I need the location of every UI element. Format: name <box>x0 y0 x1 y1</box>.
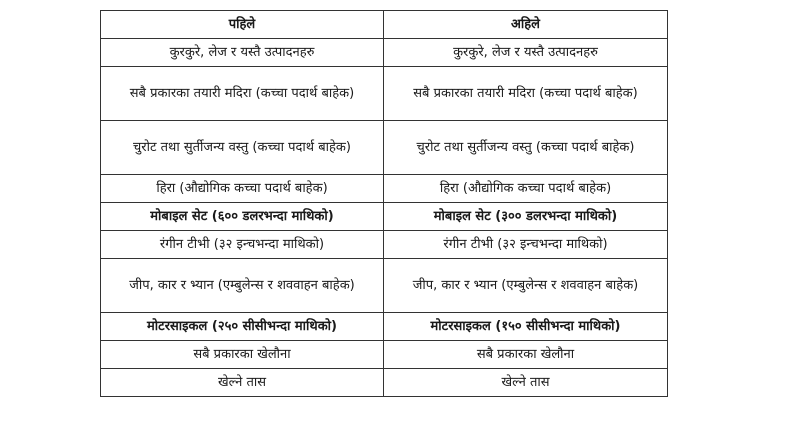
table-row <box>101 39 668 67</box>
table-row <box>101 67 668 121</box>
cell-before: सबै प्रकारका खेलौना <box>101 341 384 369</box>
cell-before: सबै प्रकारका तयारी मदिरा (कच्चा पदार्थ बाहेक) <box>101 67 384 121</box>
cell-after: सबै प्रकारका तयारी मदिरा (कच्चा पदार्थ बाहेक) <box>384 67 668 121</box>
table-row <box>101 341 668 369</box>
cell-before: खेल्ने तास <box>101 369 384 397</box>
table-row <box>101 231 668 259</box>
cell-after: हिरा (औद्योगिक कच्चा पदार्थ बाहेक) <box>384 175 668 203</box>
table-row <box>101 203 668 231</box>
cell-before: चुरोट तथा सुर्तीजन्य वस्तु (कच्चा पदार्थ बाहेक) <box>101 121 384 175</box>
cell-before: कुरकुरे, लेज र यस्तै उत्पादनहरु <box>101 39 384 67</box>
cell-after: सबै प्रकारका खेलौना <box>384 341 668 369</box>
cell-before: जीप, कार र भ्यान (एम्बुलेन्स र शववाहन बाहेक) <box>101 259 384 313</box>
header-row <box>101 11 668 39</box>
cell-after: मोबाइल सेट (३०० डलरभन्दा माथिको) <box>384 203 668 231</box>
table-row <box>101 369 668 397</box>
cell-after: खेल्ने तास <box>384 369 668 397</box>
header-before: पहिले <box>101 11 384 39</box>
cell-after: मोटरसाइकल (१५० सीसीभन्दा माथिको) <box>384 313 668 341</box>
cell-after: कुरकुरे, लेज र यस्तै उत्पादनहरु <box>384 39 668 67</box>
table-row <box>101 121 668 175</box>
comparison-table <box>100 10 668 397</box>
table-row <box>101 175 668 203</box>
cell-before: हिरा (औद्योगिक कच्चा पदार्थ बाहेक) <box>101 175 384 203</box>
table-row <box>101 259 668 313</box>
cell-after: चुरोट तथा सुर्तीजन्य वस्तु (कच्चा पदार्थ बाहेक) <box>384 121 668 175</box>
cell-before: रंगीन टीभी (३२ इन्चभन्दा माथिको) <box>101 231 384 259</box>
cell-before: मोटरसाइकल (२५० सीसीभन्दा माथिको) <box>101 313 384 341</box>
table-row <box>101 313 668 341</box>
cell-after: जीप, कार र भ्यान (एम्बुलेन्स र शववाहन बाहेक) <box>384 259 668 313</box>
cell-before: मोबाइल सेट (६०० डलरभन्दा माथिको) <box>101 203 384 231</box>
header-after: अहिले <box>384 11 668 39</box>
cell-after: रंगीन टीभी (३२ इन्चभन्दा माथिको) <box>384 231 668 259</box>
